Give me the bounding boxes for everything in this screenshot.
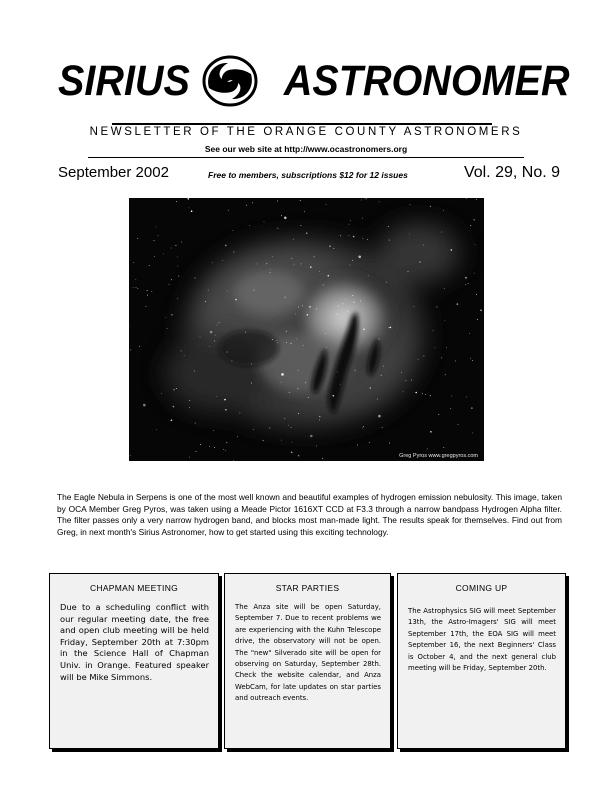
star-point xyxy=(476,199,477,200)
star-point xyxy=(253,290,254,291)
star-point xyxy=(222,260,223,261)
masthead-rule-top xyxy=(112,123,492,125)
star-point xyxy=(307,314,309,316)
star-point xyxy=(158,235,159,236)
star-point xyxy=(300,200,301,201)
star-point xyxy=(408,271,409,272)
star-point xyxy=(154,256,155,257)
star-point xyxy=(389,443,390,444)
star-point xyxy=(208,290,209,291)
star-point xyxy=(348,235,349,236)
star-point xyxy=(217,325,218,326)
star-point xyxy=(423,244,424,245)
issue-date: September 2002 xyxy=(58,164,169,181)
star-point xyxy=(284,418,285,419)
star-point xyxy=(377,399,378,400)
star-point xyxy=(328,275,330,277)
star-point xyxy=(239,412,240,413)
star-point xyxy=(362,218,363,219)
star-point xyxy=(139,346,140,347)
star-point xyxy=(340,384,341,385)
star-point xyxy=(156,429,157,430)
star-point xyxy=(209,446,210,447)
star-point xyxy=(430,206,431,207)
star-point xyxy=(441,357,442,358)
chapman-meeting-box xyxy=(49,573,219,749)
star-point xyxy=(466,396,467,397)
star-point xyxy=(191,210,193,212)
star-point xyxy=(465,284,466,285)
star-point xyxy=(215,335,216,336)
star-point xyxy=(212,262,213,263)
star-point xyxy=(436,306,437,307)
star-point xyxy=(133,262,134,263)
star-point xyxy=(184,355,185,356)
star-point xyxy=(457,303,459,305)
star-point xyxy=(309,306,311,308)
star-point xyxy=(291,452,293,454)
star-point xyxy=(225,450,226,451)
star-point xyxy=(450,408,451,409)
star-point xyxy=(451,249,453,251)
star-point xyxy=(472,433,473,434)
star-point xyxy=(264,221,265,222)
star-point xyxy=(209,346,210,347)
star-point xyxy=(345,299,346,300)
star-point xyxy=(130,349,131,350)
star-point xyxy=(386,282,387,283)
star-point xyxy=(298,455,300,457)
star-point xyxy=(352,295,353,296)
star-point xyxy=(337,371,338,372)
star-point xyxy=(285,297,286,298)
star-point xyxy=(455,360,456,361)
star-point xyxy=(343,303,344,304)
star-point xyxy=(418,359,419,360)
star-point xyxy=(233,252,234,253)
star-point xyxy=(326,347,327,348)
star-point xyxy=(435,347,436,348)
star-point xyxy=(272,256,273,257)
star-point xyxy=(470,225,471,226)
star-point xyxy=(353,301,355,303)
star-point xyxy=(419,261,421,263)
star-point xyxy=(137,288,138,289)
star-point xyxy=(411,380,412,381)
star-point xyxy=(361,200,362,201)
star-point xyxy=(249,225,250,226)
star-point xyxy=(472,360,473,361)
star-point xyxy=(389,327,390,328)
star-point xyxy=(423,356,424,357)
star-point xyxy=(358,256,361,259)
star-point xyxy=(225,409,227,411)
star-point xyxy=(370,387,372,389)
star-point xyxy=(233,230,234,231)
star-point xyxy=(219,322,220,323)
star-point xyxy=(308,397,309,398)
sirius-swirl-logo-icon xyxy=(201,54,259,108)
star-point xyxy=(251,383,252,384)
star-point xyxy=(237,436,238,437)
star-point xyxy=(231,360,232,361)
star-point xyxy=(433,330,434,331)
star-point xyxy=(286,342,287,343)
star-point xyxy=(251,363,252,364)
star-point xyxy=(430,395,431,396)
subscription-note: Free to members, subscriptions $12 for 12 issues xyxy=(208,170,408,180)
star-point xyxy=(422,393,423,394)
star-point xyxy=(444,320,445,321)
star-point xyxy=(181,242,182,243)
star-point xyxy=(360,300,361,301)
website-line: See our web site at http://www.ocastronomers.org xyxy=(204,144,408,154)
star-point xyxy=(177,256,178,257)
star-point xyxy=(163,253,164,254)
coming-up-title: COMING UP xyxy=(455,583,508,593)
star-point xyxy=(319,416,321,418)
star-point xyxy=(292,442,293,443)
star-point xyxy=(277,340,278,341)
star-point xyxy=(272,339,273,340)
star-point xyxy=(410,204,411,205)
star-point xyxy=(390,327,392,329)
star-point xyxy=(200,336,201,337)
star-point xyxy=(362,238,363,239)
star-point xyxy=(333,248,334,249)
chapman-meeting-text: Due to a scheduling conflict with our regular meeting date, the free and open club meeting will be held Friday, September 20th at 7:30pm in the Science Hall of Chapman Univ. in Orange. Featured speaker will be Mike Simmons. xyxy=(60,602,209,682)
star-point xyxy=(303,345,304,346)
star-point xyxy=(325,204,326,205)
star-parties-title: STAR PARTIES xyxy=(275,583,340,593)
star-point xyxy=(135,279,136,280)
star-point xyxy=(458,424,459,425)
star-point xyxy=(277,201,278,202)
star-point xyxy=(145,306,146,307)
star-point xyxy=(325,333,326,334)
star-point xyxy=(171,248,172,249)
star-point xyxy=(291,258,292,259)
star-point xyxy=(295,313,296,314)
star-point xyxy=(451,396,452,397)
star-point xyxy=(401,372,402,373)
star-point xyxy=(444,288,445,289)
star-point xyxy=(306,232,308,234)
chapman-meeting-title: CHAPMAN MEETING xyxy=(89,583,179,593)
photo-credit: Greg Pyros www.gregpyros.com xyxy=(399,453,478,459)
star-point xyxy=(286,331,287,332)
star-point xyxy=(365,198,366,199)
star-point xyxy=(304,211,305,212)
star-point xyxy=(443,447,444,448)
star-point xyxy=(165,317,166,318)
star-point xyxy=(161,393,162,394)
star-point xyxy=(367,239,368,240)
star-point xyxy=(305,382,306,383)
star-point xyxy=(171,420,173,422)
masthead-sirius: SIRIUS xyxy=(58,56,190,105)
star-point xyxy=(333,395,335,397)
star-point xyxy=(350,220,351,221)
star-point xyxy=(323,284,324,285)
star-point xyxy=(177,265,178,266)
star-point xyxy=(347,311,348,312)
star-point xyxy=(167,328,168,329)
star-point xyxy=(355,370,356,371)
star-point xyxy=(476,294,477,295)
star-point xyxy=(130,455,131,456)
star-point xyxy=(188,207,189,208)
star-point xyxy=(281,373,284,376)
star-point xyxy=(266,263,267,264)
star-point xyxy=(225,245,227,247)
star-point xyxy=(290,343,292,345)
star-point xyxy=(188,198,190,200)
star-point xyxy=(445,374,446,375)
star-point xyxy=(363,328,365,330)
star-point xyxy=(200,444,201,445)
star-point xyxy=(480,310,482,312)
star-point xyxy=(336,314,337,315)
star-point xyxy=(427,448,428,449)
star-point xyxy=(147,290,148,291)
star-point xyxy=(281,440,282,441)
star-point xyxy=(214,341,215,342)
star-point xyxy=(403,391,404,392)
star-point xyxy=(477,319,478,320)
star-point xyxy=(293,239,294,240)
star-point xyxy=(363,426,364,427)
star-point xyxy=(413,306,414,307)
star-point xyxy=(446,347,447,348)
star-point xyxy=(171,279,172,280)
eagle-nebula-photo xyxy=(129,198,484,461)
star-point xyxy=(284,217,287,220)
star-point xyxy=(252,202,253,203)
star-point xyxy=(301,263,302,264)
star-point xyxy=(143,404,146,407)
volume-number: Vol. 29, No. 9 xyxy=(463,164,560,181)
star-point xyxy=(322,458,323,459)
star-point xyxy=(227,290,228,291)
star-parties-text: The Anza site will be open Saturday, September 7. Due to recent problems we are experiencing with the Kuhn Telescope drive, the observatory will not be open. The "new" Silverado site will be open for observing on Saturday, September 28th. Check the website calendar, and Anza WebCam, for late updates on star parties and outreach events. xyxy=(235,603,381,703)
star-point xyxy=(181,350,182,351)
star-point xyxy=(430,431,432,433)
star-point xyxy=(302,305,303,306)
star-point xyxy=(338,306,339,307)
star-point xyxy=(195,423,196,424)
star-point xyxy=(224,399,226,401)
star-point xyxy=(210,331,213,334)
star-point xyxy=(381,375,382,376)
star-point xyxy=(316,446,317,447)
star-point xyxy=(310,435,313,438)
star-point xyxy=(465,277,467,279)
star-point xyxy=(195,451,196,452)
star-point xyxy=(263,440,264,441)
star-point xyxy=(213,430,214,431)
star-point xyxy=(352,260,353,261)
star-point xyxy=(175,245,176,246)
star-point xyxy=(296,338,297,339)
star-point xyxy=(136,287,137,288)
star-point xyxy=(289,392,290,393)
star-point xyxy=(415,392,417,394)
star-point xyxy=(388,226,389,227)
star-point xyxy=(366,198,367,199)
star-point xyxy=(256,263,257,264)
star-point xyxy=(195,278,196,279)
star-point xyxy=(379,201,380,202)
star-point xyxy=(228,210,229,211)
star-point xyxy=(298,413,299,414)
star-point xyxy=(349,224,350,225)
coming-up-box xyxy=(397,573,566,749)
star-point xyxy=(149,265,150,266)
star-point xyxy=(277,342,278,343)
star-point xyxy=(189,407,190,408)
star-point xyxy=(409,233,410,234)
star-point xyxy=(329,245,331,247)
star-point xyxy=(340,235,341,236)
star-point xyxy=(319,271,320,272)
star-point xyxy=(475,244,476,245)
star-point xyxy=(471,407,473,409)
star-point xyxy=(469,333,470,334)
star-point xyxy=(468,283,469,284)
star-point xyxy=(310,266,312,268)
star-point xyxy=(281,382,282,383)
star-point xyxy=(270,272,271,273)
star-point xyxy=(176,388,177,389)
star-point xyxy=(379,339,380,340)
star-point xyxy=(176,201,177,202)
star-point xyxy=(270,269,271,270)
star-point xyxy=(173,406,175,408)
star-point xyxy=(362,427,363,428)
star-point xyxy=(368,275,369,276)
star-point xyxy=(319,419,320,420)
star-point xyxy=(171,314,173,316)
photo-caption: The Eagle Nebula in Serpens is one of the most well known and beautiful examples of hydrogen emission nebulosity. This image, taken by OCA Member Greg Pyros, was taken using a Meade Pictor 1616XT CCD at F3.3 through a narrow bandpass Hydrogen Alpha filter. The filter passes only a very narrow hydrogen band, and blocks most man-made light. The results speak for themselves. Find out from Greg, in next month's Sirius Astronomer, how to get started using this exciting technology. xyxy=(57,492,562,537)
masthead-rule-bottom xyxy=(88,157,524,158)
star-point xyxy=(177,298,178,299)
star-point xyxy=(226,442,227,443)
star-point xyxy=(223,449,224,450)
star-point xyxy=(298,307,299,308)
star-point xyxy=(288,425,289,426)
star-point xyxy=(405,380,406,381)
star-point xyxy=(277,228,278,229)
star-point xyxy=(353,236,355,238)
star-point xyxy=(147,295,148,296)
star-point xyxy=(154,240,155,241)
star-point xyxy=(189,457,190,458)
star-point xyxy=(466,198,467,199)
star-point xyxy=(316,308,317,309)
star-point xyxy=(382,427,383,428)
star-point xyxy=(425,394,426,395)
star-point xyxy=(245,332,246,333)
star-point xyxy=(227,352,228,353)
star-point xyxy=(173,389,175,391)
star-point xyxy=(235,299,237,301)
star-point xyxy=(246,205,247,206)
newsletter-subtitle: NEWSLETTER OF THE ORANGE COUNTY ASTRONOMERS xyxy=(89,126,523,138)
star-point xyxy=(300,225,301,226)
masthead xyxy=(58,52,570,110)
star-point xyxy=(389,240,390,241)
star-point xyxy=(441,232,442,233)
star-point xyxy=(470,358,471,359)
star-point xyxy=(438,414,439,415)
star-point xyxy=(205,301,206,302)
star-point xyxy=(369,442,370,443)
star-point xyxy=(383,366,384,367)
star-point xyxy=(378,415,381,418)
masthead-astronomer: ASTRONOMER xyxy=(284,56,570,105)
star-point xyxy=(474,273,475,274)
star-point xyxy=(214,447,215,448)
star-point xyxy=(169,284,170,285)
star-point xyxy=(216,396,217,397)
star-point xyxy=(151,291,152,292)
star-point xyxy=(297,388,298,389)
star-point xyxy=(357,445,358,446)
star-point xyxy=(473,219,475,221)
star-point xyxy=(178,276,179,277)
coming-up-text: The Astrophysics SIG will meet September 13th, the Astro-Imagers' SIG will meet September 17th, the EOA SIG will meet September 16, the next Beginners' Class is October 4, and the next general club meeting will be Friday, September 20th. xyxy=(408,607,556,673)
star-point xyxy=(269,428,270,429)
star-point xyxy=(281,215,282,216)
star-point xyxy=(133,287,134,288)
star-point xyxy=(350,264,351,265)
star-point xyxy=(189,400,190,401)
star-point xyxy=(253,429,254,430)
star-point xyxy=(137,238,138,239)
star-point xyxy=(298,370,299,371)
star-point xyxy=(294,264,295,265)
star-point xyxy=(314,256,315,257)
star-point xyxy=(156,226,157,227)
star-point xyxy=(291,427,292,428)
star-parties-box xyxy=(224,573,391,749)
star-point xyxy=(443,210,444,211)
star-point xyxy=(194,370,195,371)
